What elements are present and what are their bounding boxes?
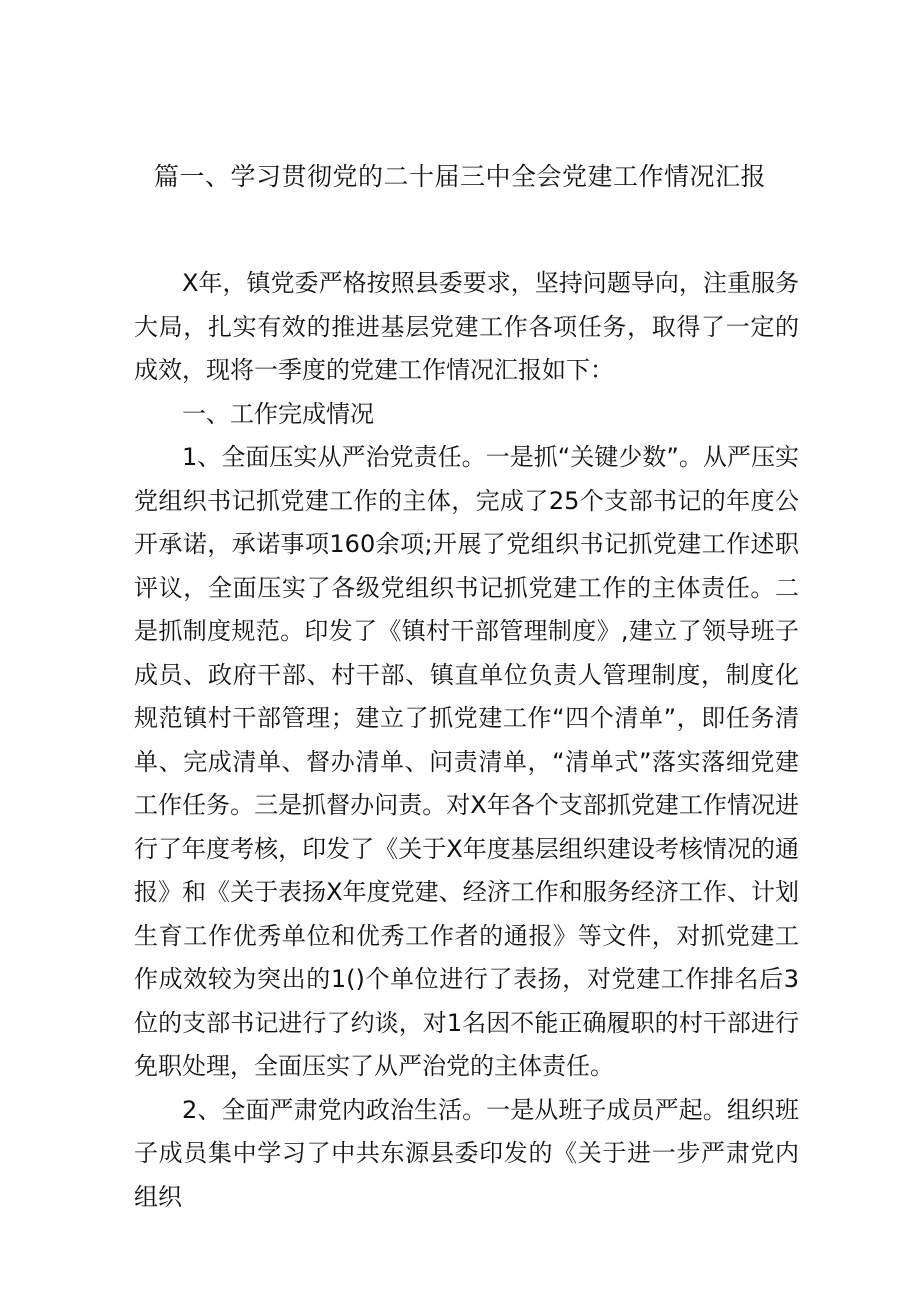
- paragraph-intro: X年，镇党委严格按照县委要求，坚持问题导向，注重服务大局，扎实有效的推进基层党建工作各项任务，取得了一定的成效，现将一季度的党建工作情况汇报如下：: [134, 269, 799, 384]
- paragraph-item-2: 2、全面严肃党内政治生活。一是从班子成员严起。组织班子成员集中学习了中共东源县委印发的《关于进一步严肃党内组织: [134, 1095, 799, 1211]
- document-body: [134, 262, 799, 1219]
- document-title: 篇一、学习贯彻党的二十届三中全会党建工作情况汇报: [153, 162, 766, 191]
- paragraph-item-1: 1、全面压实从严治党责任。一是抓“关键少数”。从严压实党组织书记抓党建工作的主体，完成了25个支部书记的年度公开承诺，承诺事项160余项;开展了党组织书记抓党建工作述职评议，全面压实了各级党组织书记抓党建工作的主体责任。二是抓制度规范。印发了《镇村干部管理制度》,建立了领导班子成员、政府干部、村干部、镇直单位负责人管理制度，制度化规范镇村干部管理；建立了抓党建工作“四个清单”，即任务清单、完成清单、督办清单、问责清单，“清单式”落实落细党建工作任务。三是抓督办问责。对X年各个支部抓党建工作情况进行了年度考核，印发了《关于X年度基层组织建设考核情况的通报》和《关于表扬X年度党建、经济工作和服务经济工作、计划生育工作优秀单位和优秀工作者的通报》等文件，对抓党建工作成效较为突出的1()个单位进行了表扬，对党建工作排名后3位的支部书记进行了约谈，对1名因不能正确履职的村干部进行免职处理，全面压实了从严治党的主体责任。: [134, 443, 799, 1080]
- section-heading: 一、工作完成情况: [182, 399, 374, 428]
